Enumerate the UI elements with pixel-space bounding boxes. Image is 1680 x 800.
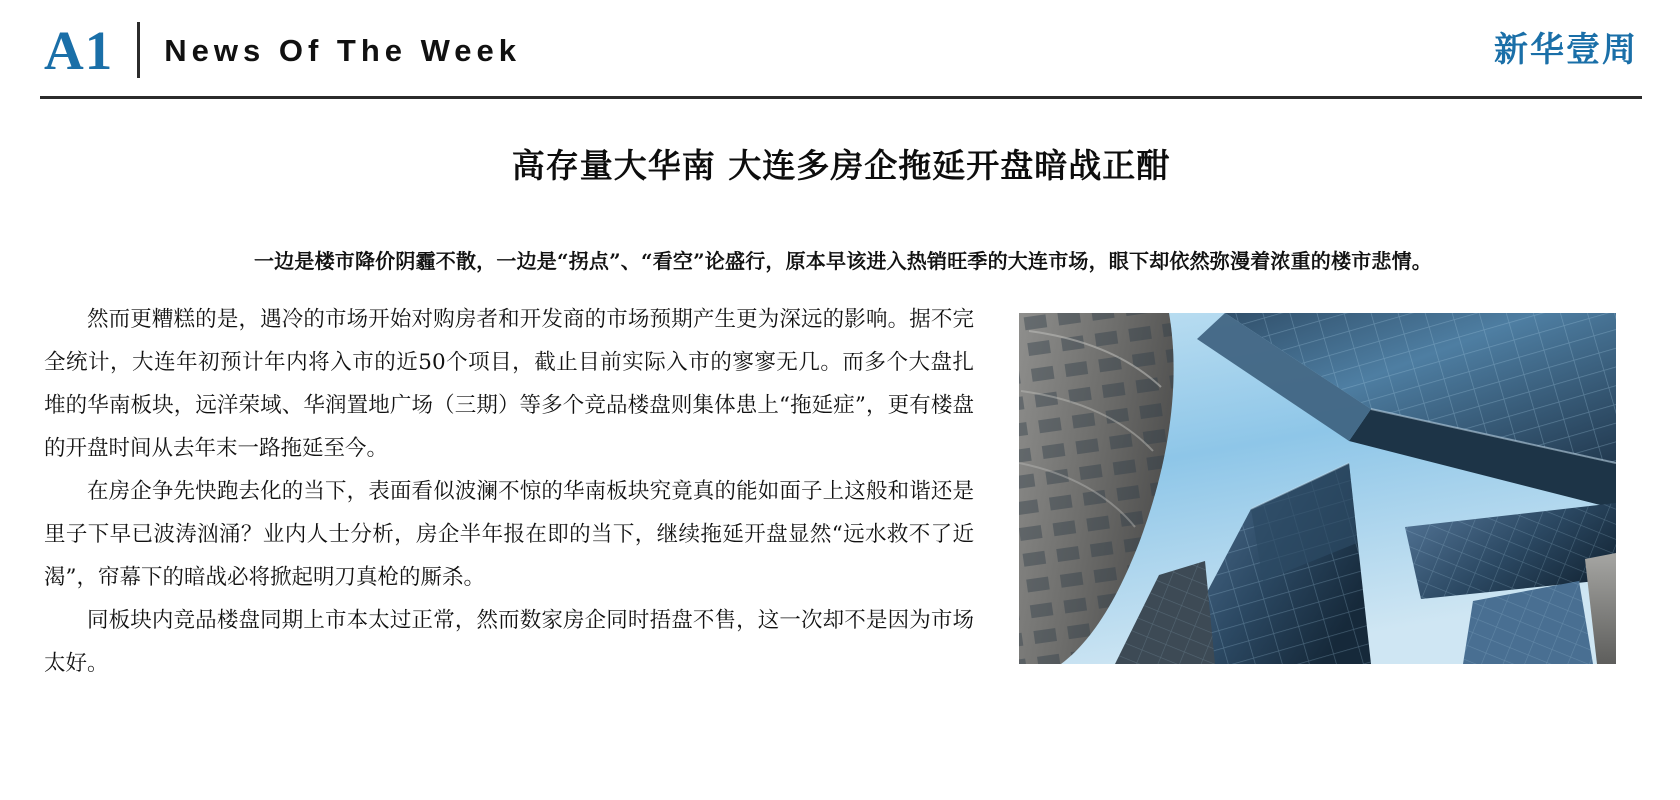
article-paragraph: 然而更糟糕的是，遇冷的市场开始对购房者和开发商的市场预期产生更为深远的影响。据不完全统计，大连年初预计年内将入市的近50个项目，截止目前实际入市的寥寥无几。而多个大盘扎堆的华南板块，远洋荣域、华润置地广场（三期）等多个竞品楼盘则集体患上“拖延症”，更有楼盘的开盘时间从去年末一路拖延至今。 (44, 307, 974, 461)
masthead-divider (137, 22, 140, 78)
section-title: News Of The Week (164, 32, 522, 68)
masthead (44, 14, 1644, 86)
article-photo (1019, 313, 1616, 664)
publication-brand: 新华壹周 (1494, 30, 1638, 70)
skyscraper-illustration (1019, 313, 1616, 664)
article-headline: 高存量大华南 大连多房企拖延开盘暗战正酣 (511, 146, 1171, 185)
header-rule (40, 96, 1642, 99)
article-lead: 一边是楼市降价阴霾不散，一边是“拐点”、“看空”论盛行，原本早该进入热销旺季的大连市场，眼下却依然弥漫着浓重的楼市悲情。 (253, 249, 1432, 273)
article-paragraph: 在房企争先快跑去化的当下，表面看似波澜不惊的华南板块究竟真的能如面子上这般和谐还是里子下早已波涛汹涌？业内人士分析，房企半年报在即的当下，继续拖延开盘显然“远水救不了近渴”，帘幕下的暗战必将掀起明刀真枪的厮杀。 (44, 479, 974, 590)
article-body (44, 298, 974, 685)
page-number-label: A1 (44, 19, 114, 81)
article-paragraph: 同板块内竞品楼盘同期上市本太过正常，然而数家房企同时捂盘不售，这一次却不是因为市场太好。 (44, 608, 974, 676)
